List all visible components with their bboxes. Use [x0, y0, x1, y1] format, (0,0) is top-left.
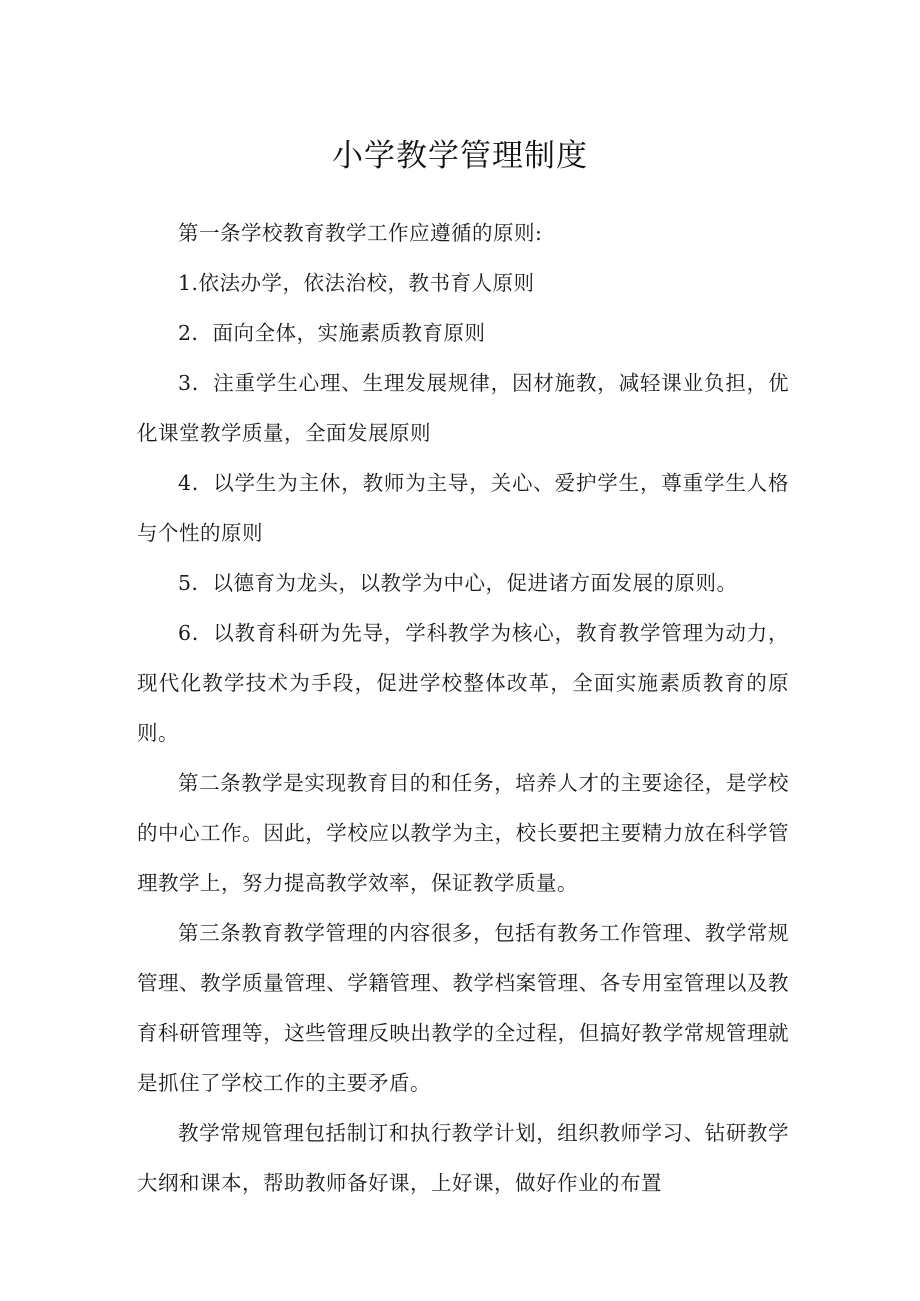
paragraph-principle-5: 5．以德育为龙头，以教学为中心，促进诸方面发展的原则。 — [178, 571, 738, 595]
paragraph-principle-3: 3．注重学生心理、生理发展规律，因材施教，减轻课业负担，优化课堂教学质量，全面发展原则 — [137, 371, 789, 445]
paragraph-principle-1: 1.依法办学，依法治校，教书育人原则 — [178, 271, 535, 295]
paragraph-principle-2: 2．面向全体，实施素质教育原则 — [178, 321, 486, 345]
paragraph-article-1-heading: 第一条学校教育教学工作应遵循的原则: — [178, 221, 543, 245]
document-body — [137, 208, 789, 1208]
paragraph-routine-management: 教学常规管理包括制订和执行教学计划，组织教师学习、钻研教学大纲和课本，帮助教师备好课，上好课，做好作业的布置 — [137, 1121, 789, 1195]
paragraph-article-2: 第二条教学是实现教育目的和任务，培养人才的主要途径，是学校的中心工作。因此，学校应以教学为主，校长要把主要精力放在科学管理教学上，努力提高教学效率，保证教学质量。 — [137, 771, 789, 895]
paragraph-principle-4: 4．以学生为主休，教师为主导，关心、爱护学生，尊重学生人格与个性的原则 — [137, 471, 789, 545]
paragraph-principle-6: 6．以教育科研为先导，学科教学为核心，教育教学管理为动力，现代化教学技术为手段，促进学校整体改革，全面实施素质教育的原则。 — [137, 621, 789, 745]
document-title: 小学教学管理制度 — [332, 138, 588, 174]
paragraph-article-3: 第三条教育教学管理的内容很多，包括有教务工作管理、教学常规管理、教学质量管理、学籍管理、教学档案管理、各专用室管理以及教育科研管理等，这些管理反映出教学的全过程，但搞好教学常规管理就是抓住了学校工作的主要矛盾。 — [137, 921, 789, 1095]
